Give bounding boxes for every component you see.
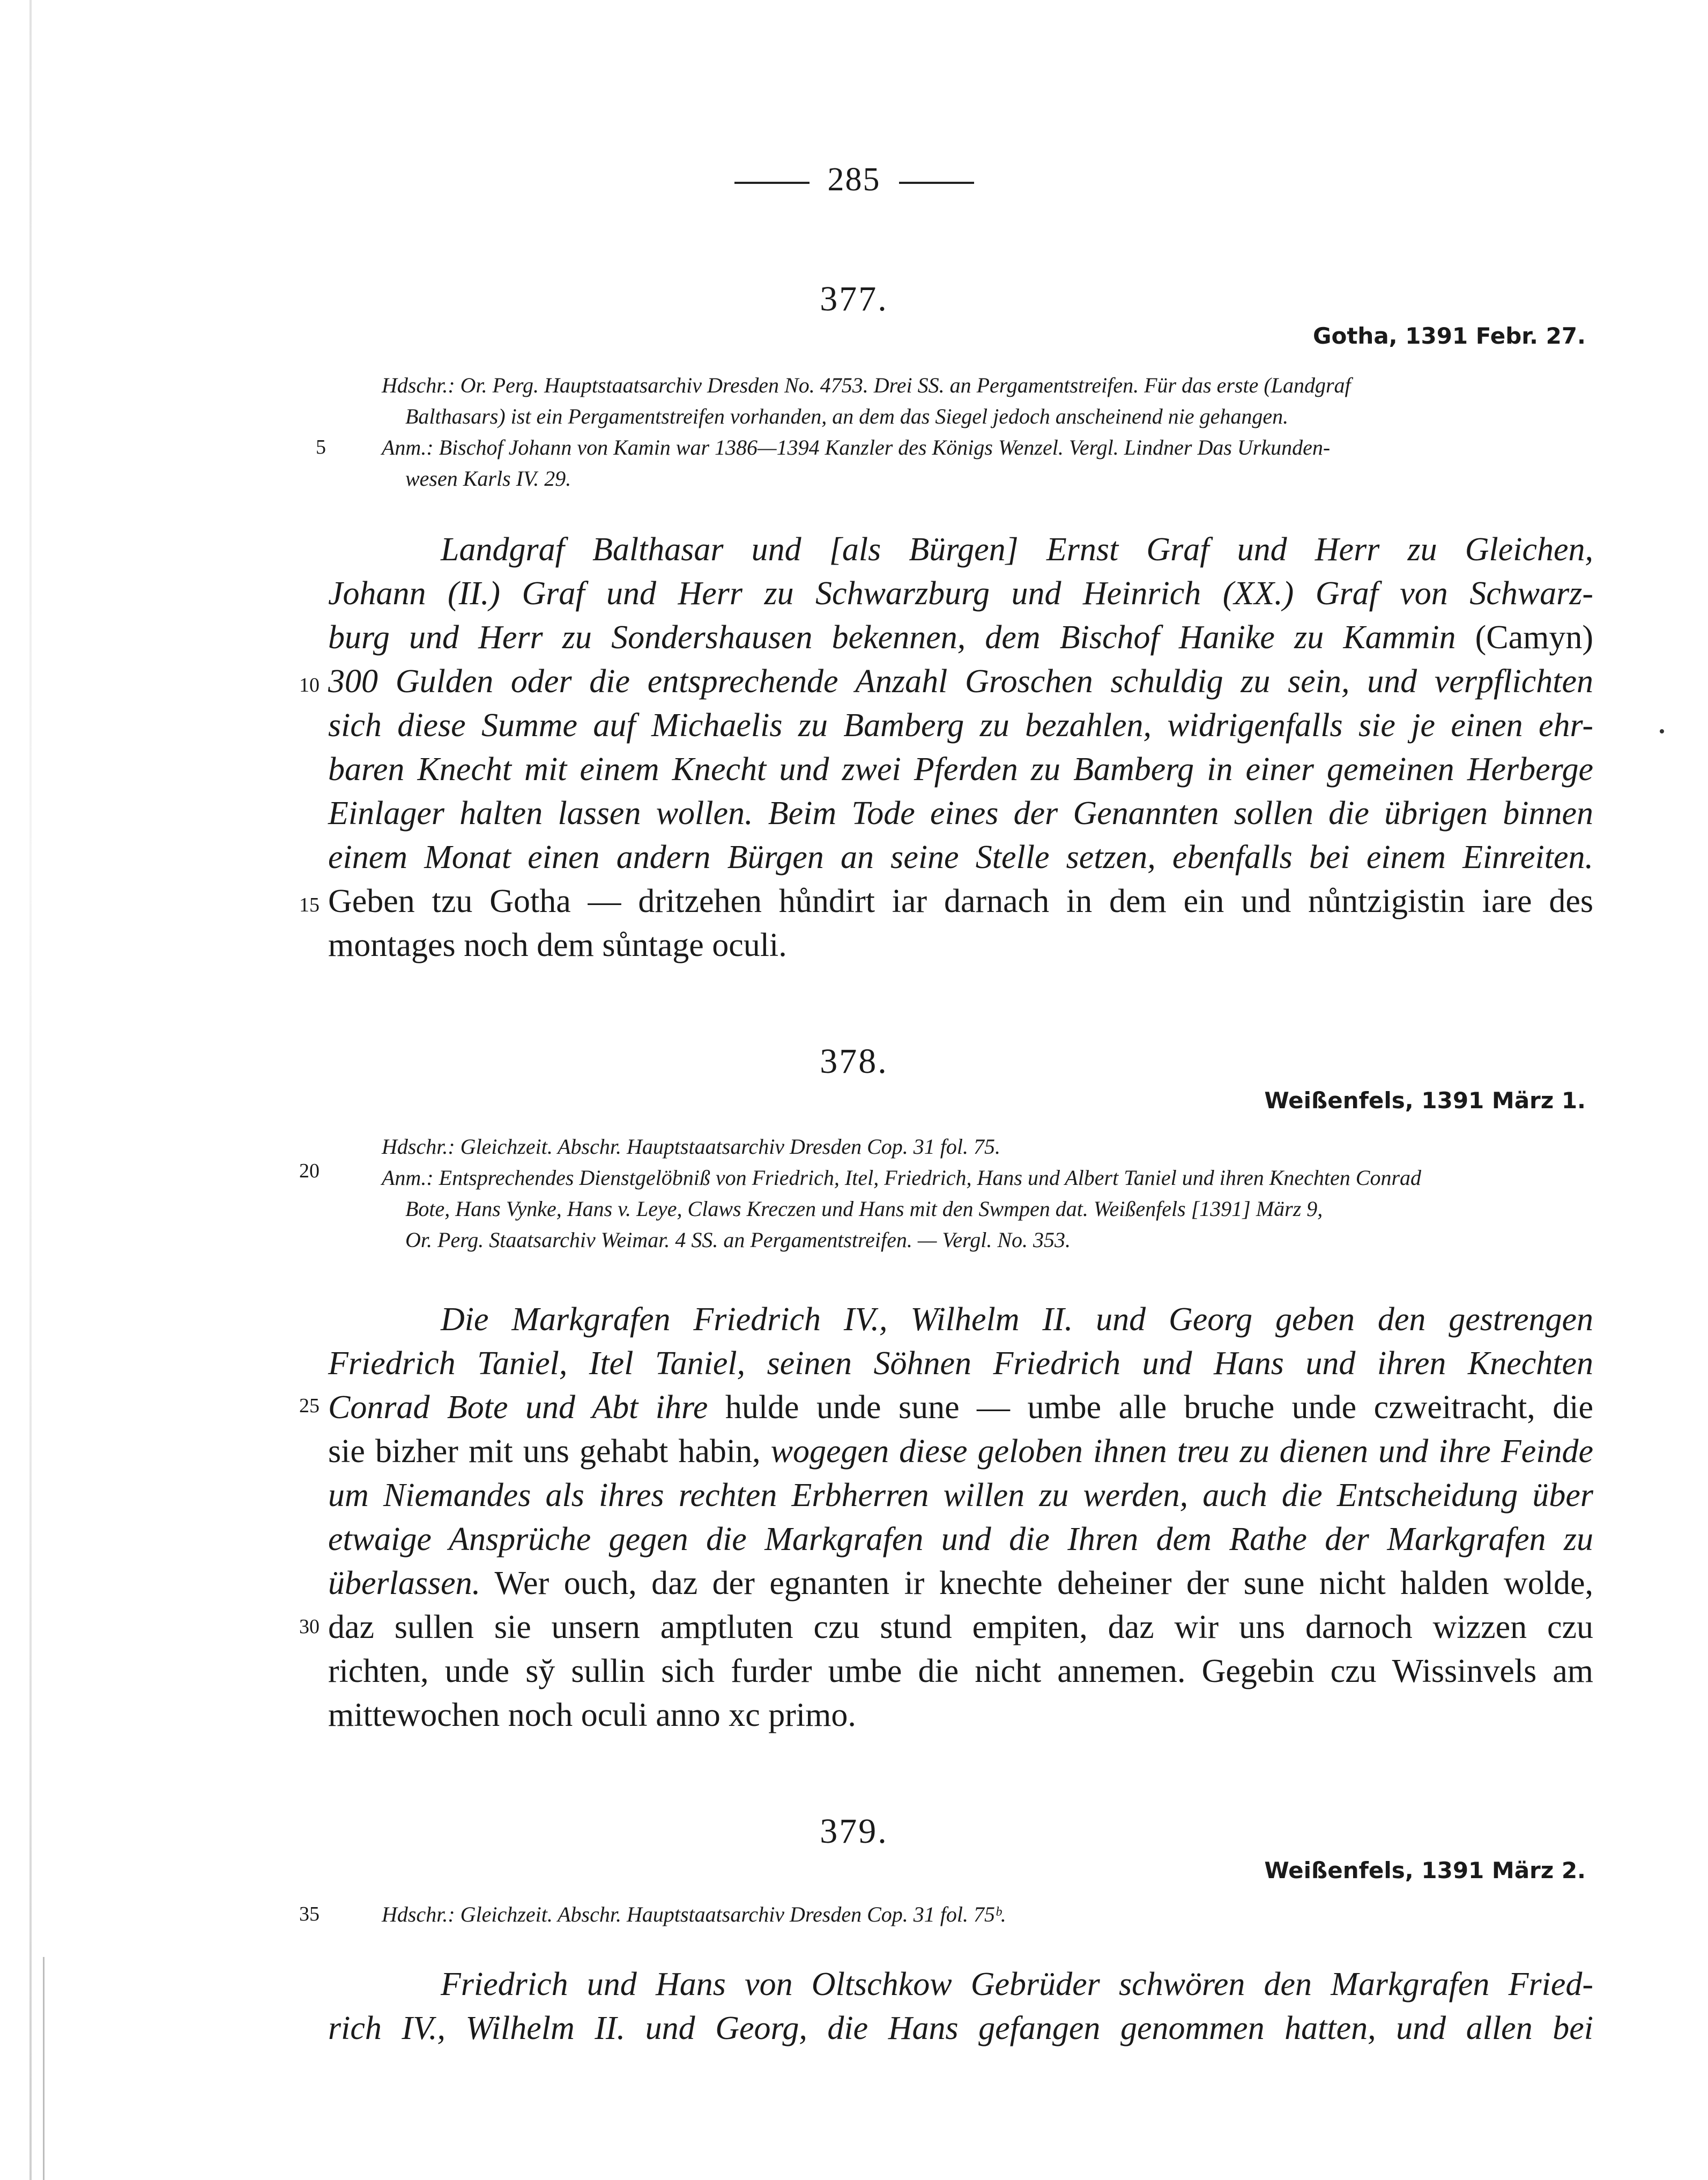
entry-379-place-date: Weißenfels, 1391 März 2.: [1264, 1857, 1586, 1884]
body-line: überlassen. Wer ouch, daz der egnanten ir knechte deheiner der sune nicht halden wolde,: [328, 1565, 1593, 1601]
entry-379-notes: [382, 1899, 1593, 1930]
line-number-15: 15: [299, 894, 320, 916]
entry-379-body: [328, 1962, 1593, 2050]
line-number-35: 35: [299, 1903, 320, 1925]
body-line: Friedrich Taniel, Itel Taniel, seinen Söhnen Friedrich und Hans und ihren Knechten: [328, 1345, 1593, 1382]
body-line: mittewochen noch oculi anno xc primo.: [328, 1697, 856, 1733]
scan-edge-shadow: [43, 1957, 44, 2180]
body-line: daz sullen sie unsern amptluten czu stund empiten, daz wir uns darnoch wizzen czu: [328, 1609, 1593, 1645]
body-line: sich diese Summe auf Michaelis zu Bamberg zu bezahlen, widrigenfalls sie je einen ehr-: [328, 707, 1593, 744]
margin-dot: [1660, 729, 1664, 733]
entry-378-body: [328, 1297, 1593, 1737]
entry-377-notes: [382, 370, 1593, 494]
body-line: Geben tzu Gotha — dritzehen hůndirt iar darnach in dem ein und nůntzigistin iare des: [328, 883, 1593, 920]
note-line: Bote, Hans Vynke, Hans v. Leye, Claws Kreczen und Hans mit den Swmpen dat. Weißenfels [1391] März 9,: [405, 1197, 1323, 1221]
note-line: Anm.: Bischof Johann von Kamin war 1386—1394 Kanzler des Königs Wenzel. Vergl. Lindner Das Urkunden-: [382, 435, 1331, 459]
note-line: Balthasars) ist ein Pergamentstreifen vorhanden, an dem das Siegel jedoch anscheinend nie gehangen.: [405, 404, 1289, 428]
line-number-30: 30: [299, 1615, 320, 1638]
line-number-25: 25: [299, 1395, 320, 1417]
scan-edge: [29, 0, 32, 2180]
entry-377-number: 377.: [820, 279, 888, 318]
body-line: Friedrich und Hans von Oltschkow Gebrüder schwören den Markgrafen Fried-: [441, 1966, 1593, 2003]
body-line: rich IV., Wilhelm II. und Georg, die Hans gefangen genommen hatten, und allen bei: [328, 2010, 1593, 2046]
entry-378-number: 378.: [820, 1042, 888, 1081]
note-line: wesen Karls IV. 29.: [405, 466, 571, 491]
entry-377-place-date: Gotha, 1391 Febr. 27.: [1313, 323, 1586, 349]
page-number-row: [0, 161, 1708, 199]
body-line: Landgraf Balthasar und [als Bürgen] Ernst Graf und Herr zu Gleichen,: [441, 531, 1593, 568]
note-line: Anm.: Entsprechendes Dienstgelöbniß von Friedrich, Itel, Friedrich, Hans und Albert Taniel und ihren Knechten Conrad: [382, 1166, 1422, 1190]
entry-378-place-date: Weißenfels, 1391 März 1.: [1264, 1087, 1586, 1114]
line-number-20: 20: [299, 1160, 320, 1182]
body-line: montages noch dem sůntage oculi.: [328, 927, 787, 963]
line-number-10: 10: [299, 674, 320, 696]
page-number: 285: [827, 161, 881, 198]
body-line: um Niemandes als ihres rechten Erbherren willen zu werden, auch die Entscheidung über: [328, 1477, 1593, 1514]
body-line: richten, unde sy̆ sullin sich furder umbe die nicht annemen. Gegebin czu Wissinvels am: [328, 1653, 1593, 1689]
body-line: 300 Gulden oder die entsprechende Anzahl Groschen schuldig zu sein, und verpflichten: [328, 663, 1593, 700]
body-line: burg und Herr zu Sondershausen bekennen, dem Bischof Hanike zu Kammin (Camyn): [328, 619, 1593, 656]
body-line: Johann (II.) Graf und Herr zu Schwarzburg und Heinrich (XX.) Graf von Schwarz-: [328, 575, 1593, 612]
line-number-5: 5: [316, 436, 326, 458]
body-line: etwaige Ansprüche gegen die Markgrafen und die Ihren dem Rathe der Markgrafen zu: [328, 1521, 1593, 1558]
note-line: Hdschr.: Gleichzeit. Abschr. Hauptstaatsarchiv Dresden Cop. 31 fol. 75ᵇ.: [382, 1902, 1006, 1926]
body-line: Einlager halten lassen wollen. Beim Tode eines der Genannten sollen die übrigen binnen: [328, 795, 1593, 832]
note-line: Hdschr.: Gleichzeit. Abschr. Hauptstaatsarchiv Dresden Cop. 31 fol. 75.: [382, 1135, 1001, 1159]
entry-377-body: [328, 528, 1593, 967]
note-line: Hdschr.: Or. Perg. Hauptstaatsarchiv Dresden No. 4753. Drei SS. an Pergamentstreifen. Für das erste (Landgraf: [382, 373, 1351, 397]
page-number-dash-right: [899, 182, 974, 184]
entry-379-number: 379.: [820, 1812, 888, 1851]
page-number-dash-left: [734, 182, 810, 184]
body-line: baren Knecht mit einem Knecht und zwei Pferden zu Bamberg in einer gemeinen Herberge: [328, 751, 1593, 788]
body-line: Die Markgrafen Friedrich IV., Wilhelm II. und Georg geben den gestrengen: [441, 1301, 1593, 1338]
entry-378-notes: [382, 1131, 1593, 1256]
body-line: Conrad Bote und Abt ihre hulde unde sune — umbe alle bruche unde czweitracht, die: [328, 1389, 1593, 1426]
body-line: einem Monat einen andern Bürgen an seine Stelle setzen, ebenfalls bei einem Einreiten.: [328, 839, 1593, 876]
note-line: Or. Perg. Staatsarchiv Weimar. 4 SS. an Pergamentstreifen. — Vergl. No. 353.: [405, 1228, 1071, 1252]
body-line: sie bizher mit uns gehabt habin, wogegen diese geloben ihnen treu zu dienen und ihre Feinde: [328, 1433, 1593, 1470]
